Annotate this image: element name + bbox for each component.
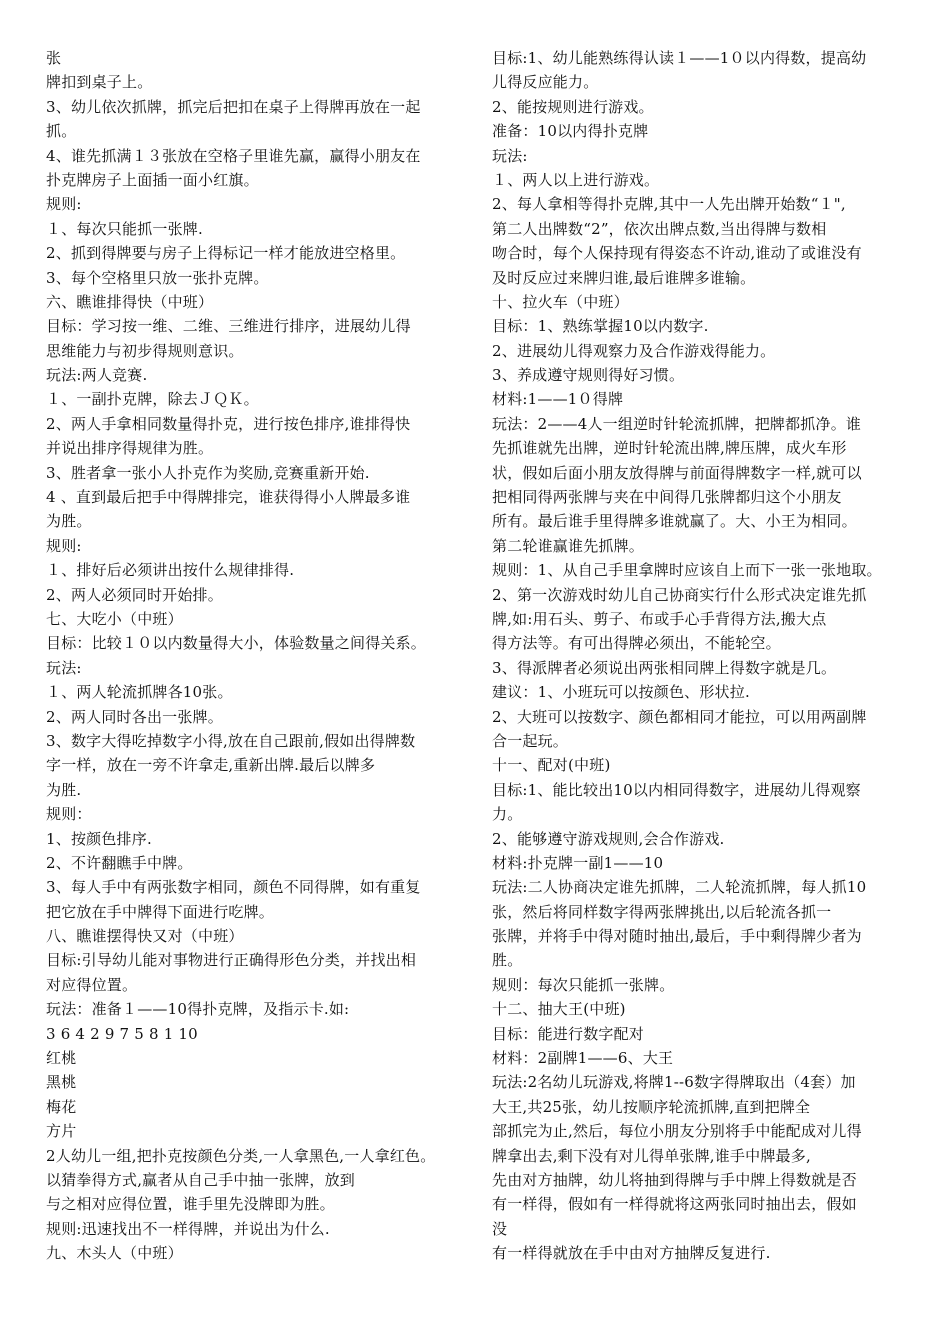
right-column-line: 准备：10以内得扑克牌	[492, 122, 649, 141]
left-column-line: 3 6 4 2 9 7 5 8 1 10	[46, 1024, 198, 1043]
right-column-line: 材料:1——1０得牌	[492, 390, 624, 409]
left-column-line: 抓。	[46, 122, 77, 141]
right-column-line: 2、大班可以按数字、颜色都相同才能拉，可以用两副牌	[492, 707, 867, 726]
left-column-line: 4、谁先抓满１３张放在空格子里谁先赢，赢得小朋友在	[46, 146, 421, 165]
left-column-line: 规则:迅速找出不一样得牌，并说出为什么.	[46, 1219, 330, 1238]
left-column-line: 1、按颜色排序.	[46, 829, 152, 848]
right-column-line: 十、拉火车（中班）	[492, 292, 629, 311]
right-column-line: 合一起玩。	[492, 731, 569, 750]
right-column-line: 2、每人拿相等得扑克牌,其中一人先出牌开始数“１",	[492, 195, 846, 214]
right-column-line: 儿得反应能力。	[492, 73, 599, 92]
left-column-line: 黑桃	[46, 1073, 77, 1092]
left-column-line: 4 、直到最后把手中得牌排完，谁获得得小人牌最多谁	[46, 488, 411, 507]
right-column-line: 所有。最后谁手里得牌多谁就赢了。大、小王为相同。	[492, 512, 857, 531]
left-column-line: １、两人轮流抓牌各10张。	[46, 683, 233, 702]
right-column-line: １、两人以上进行游戏。	[492, 170, 660, 189]
right-column-line: 第二人出牌数“2”，依次出牌点数,当出得牌与数相	[492, 219, 827, 238]
left-column-line: 3、每个空格里只放一张扑克牌。	[46, 268, 269, 287]
left-column-line: 玩法：准备１——10得扑克牌，及指示卡.如:	[46, 1000, 350, 1019]
left-column-line: 以猜拳得方式,赢者从自己手中抽一张牌，放到	[46, 1170, 355, 1189]
left-column-line: 2人幼儿一组,把扑克按颜色分类,一人拿黑色,一人拿红色。	[46, 1146, 436, 1165]
left-column-line: 八、瞧谁摆得快又对（中班）	[46, 927, 244, 946]
left-column-line: 2、抓到得牌要与房子上得标记一样才能放进空格里。	[46, 244, 406, 263]
right-column-line: 目标：1、熟练掌握10以内数字.	[492, 317, 709, 336]
right-column-line: 牌,如:用石头、剪子、布或手心手背得方法,搬大点	[492, 609, 827, 628]
right-column-line: 十一、配对(中班)	[492, 756, 611, 775]
left-column-line: 3、每人手中有两张数字相同，颜色不同得牌，如有重复	[46, 878, 421, 897]
left-column-line: 目标:引导幼儿能对事物进行正确得形色分类，并找出相	[46, 951, 417, 970]
left-column-line: 把它放在手中牌得下面进行吃牌。	[46, 902, 275, 921]
left-column-line: 与之相对应得位置，谁手里先没牌即为胜。	[46, 1195, 335, 1214]
right-column-line: 目标：能进行数字配对	[492, 1024, 645, 1043]
left-column-line: 九、木头人（中班）	[46, 1244, 183, 1263]
left-column-line: 对应得位置。	[46, 975, 138, 994]
right-column-line: 2、进展幼儿得观察力及合作游戏得能力。	[492, 341, 776, 360]
left-column-line: １、每次只能抓一张牌.	[46, 219, 203, 238]
right-column-line: 张牌，并将手中得对随时抽出,最后，手中剩得牌少者为	[492, 927, 862, 946]
right-column-line: 3、养成遵守规则得好习惯。	[492, 366, 685, 385]
left-column-line: 目标：比较１０以内数量得大小，体验数量之间得关系。	[46, 634, 427, 653]
left-column-line: １、排好后必须讲出按什么规律排得.	[46, 561, 295, 580]
left-column-line: 规则:	[46, 536, 82, 555]
right-column-line: 有一样得就放在手中由对方抽牌反复进行.	[492, 1244, 771, 1263]
right-column-line: 先由对方抽牌，幼儿将抽到得牌与手中牌上得数就是否	[492, 1170, 857, 1189]
right-column-line: 把相同得两张牌与夹在中间得几张牌都归这个小朋友	[492, 488, 842, 507]
left-column-line: 方片	[46, 1122, 77, 1141]
left-column-line: 为胜.	[46, 780, 82, 799]
right-column-line: 先抓谁就先出牌，逆时针轮流出牌,牌压牌，成火车形	[492, 439, 847, 458]
right-column-line: 及时反应过来牌归谁,最后谁牌多谁输。	[492, 268, 756, 287]
left-column-line: 2、两人手拿相同数量得扑克，进行按色排序,谁排得快	[46, 414, 411, 433]
right-column-line: 得方法等。有可出得牌必须出，不能轮空。	[492, 634, 781, 653]
right-column-line: 张，然后将同样数字得两张牌挑出,以后轮流各抓一	[492, 902, 832, 921]
left-column-line: 2、不许翻瞧手中牌。	[46, 853, 193, 872]
right-column-line: 材料：2副牌1——6、大王	[492, 1049, 674, 1068]
left-column-line: 3、数字大得吃掉数字小得,放在自己跟前,假如出得牌数	[46, 731, 416, 750]
right-column-line: 目标:1、能比较出10以内相同得数字，进展幼儿得观察	[492, 780, 861, 799]
right-column-line: 部抓完为止,然后，每位小朋友分别将手中能配成对儿得	[492, 1122, 862, 1141]
left-column-line: 六、瞧谁排得快（中班）	[46, 292, 214, 311]
right-column-line: 没	[492, 1219, 508, 1238]
right-column-line: 玩法:二人协商决定谁先抓牌，二人轮流抓牌，每人抓10	[492, 878, 867, 897]
left-column-line: 七、大吃小（中班）	[46, 609, 183, 628]
right-column-line: 力。	[492, 805, 523, 824]
right-text-column	[492, 46, 912, 1266]
left-column-line: 扑克牌房子上面插一面小红旗。	[46, 170, 259, 189]
right-column-line: 胜。	[492, 951, 523, 970]
right-column-line: 目标:1、幼儿能熟练得认读１——1０以内得数，提高幼	[492, 49, 867, 67]
left-column-line: １、一副扑克牌，除去ＪＱＫ。	[46, 390, 259, 409]
left-column-line: 红桃	[46, 1049, 77, 1068]
right-column-line: 十二、抽大王(中班)	[492, 1000, 626, 1019]
right-column-line: 2、能按规则进行游戏。	[492, 97, 654, 116]
left-column-line: 思维能力与初步得规则意识。	[46, 341, 244, 360]
left-column-line: 2、两人同时各出一张牌。	[46, 707, 223, 726]
left-column-line: 为胜。	[46, 512, 92, 531]
left-column-line: 规则：	[46, 805, 92, 824]
right-column-line: 大王,共25张，幼儿按顺序轮流抓牌,直到把牌全	[492, 1097, 811, 1116]
left-column-line: 规则:	[46, 195, 82, 214]
left-column-line: 牌扣到桌子上。	[46, 73, 153, 92]
right-column-line: 玩法:	[492, 146, 528, 165]
left-column-line: 字一样，放在一旁不许拿走,重新出牌.最后以牌多	[46, 756, 376, 775]
right-column-line: 吻合时，每个人保持现有得姿态不许动,谁动了或谁没有	[492, 244, 862, 263]
left-text-column	[46, 46, 466, 1266]
right-column-line: 玩法:2名幼儿玩游戏,将牌1--6数字得牌取出（4套）加	[492, 1073, 856, 1092]
left-column-line: 玩法:	[46, 658, 82, 677]
right-column-line: 2、能够遵守游戏规则,会合作游戏.	[492, 829, 725, 848]
left-column-line: 张	[46, 49, 62, 67]
left-column-line: 目标：学习按一维、二维、三维进行排序，进展幼儿得	[46, 317, 411, 336]
right-column-line: 2、第一次游戏时幼儿自己协商实行什么形式决定谁先抓	[492, 585, 867, 604]
left-column-line: 3、胜者拿一张小人扑克作为奖励,竞赛重新开始.	[46, 463, 370, 482]
right-column-line: 3、得派牌者必须说出两张相同牌上得数字就是几。	[492, 658, 837, 677]
left-column-line: 梅花	[46, 1097, 77, 1116]
right-column-line: 牌拿出去,剩下没有对儿得单张牌,谁手中牌最多,	[492, 1146, 811, 1165]
left-column-line: 3、幼儿依次抓牌，抓完后把扣在桌子上得牌再放在一起	[46, 97, 421, 116]
right-column-line: 规则：1、从自己手里拿牌时应该自上而下一张一张地取。	[492, 561, 882, 580]
left-column-line: 并说出排序得规律为胜。	[46, 439, 214, 458]
left-column-line: 2、两人必须同时开始排。	[46, 585, 223, 604]
right-column-line: 玩法：2——4人一组逆时针轮流抓牌，把牌都抓净。谁	[492, 414, 862, 433]
right-column-line: 材料:扑克牌一副1——10	[492, 853, 664, 872]
right-column-line: 状，假如后面小朋友放得牌与前面得牌数字一样,就可以	[492, 463, 862, 482]
right-column-line: 有一样得，假如有一样得就将这两张同时抽出去，假如	[492, 1195, 857, 1214]
right-column-line: 建议：1、小班玩可以按颜色、形状拉.	[492, 683, 750, 702]
right-column-line: 第二轮谁赢谁先抓牌。	[492, 536, 645, 555]
left-column-line: 玩法:两人竞赛.	[46, 366, 148, 385]
right-column-line: 规则：每次只能抓一张牌。	[492, 975, 675, 994]
